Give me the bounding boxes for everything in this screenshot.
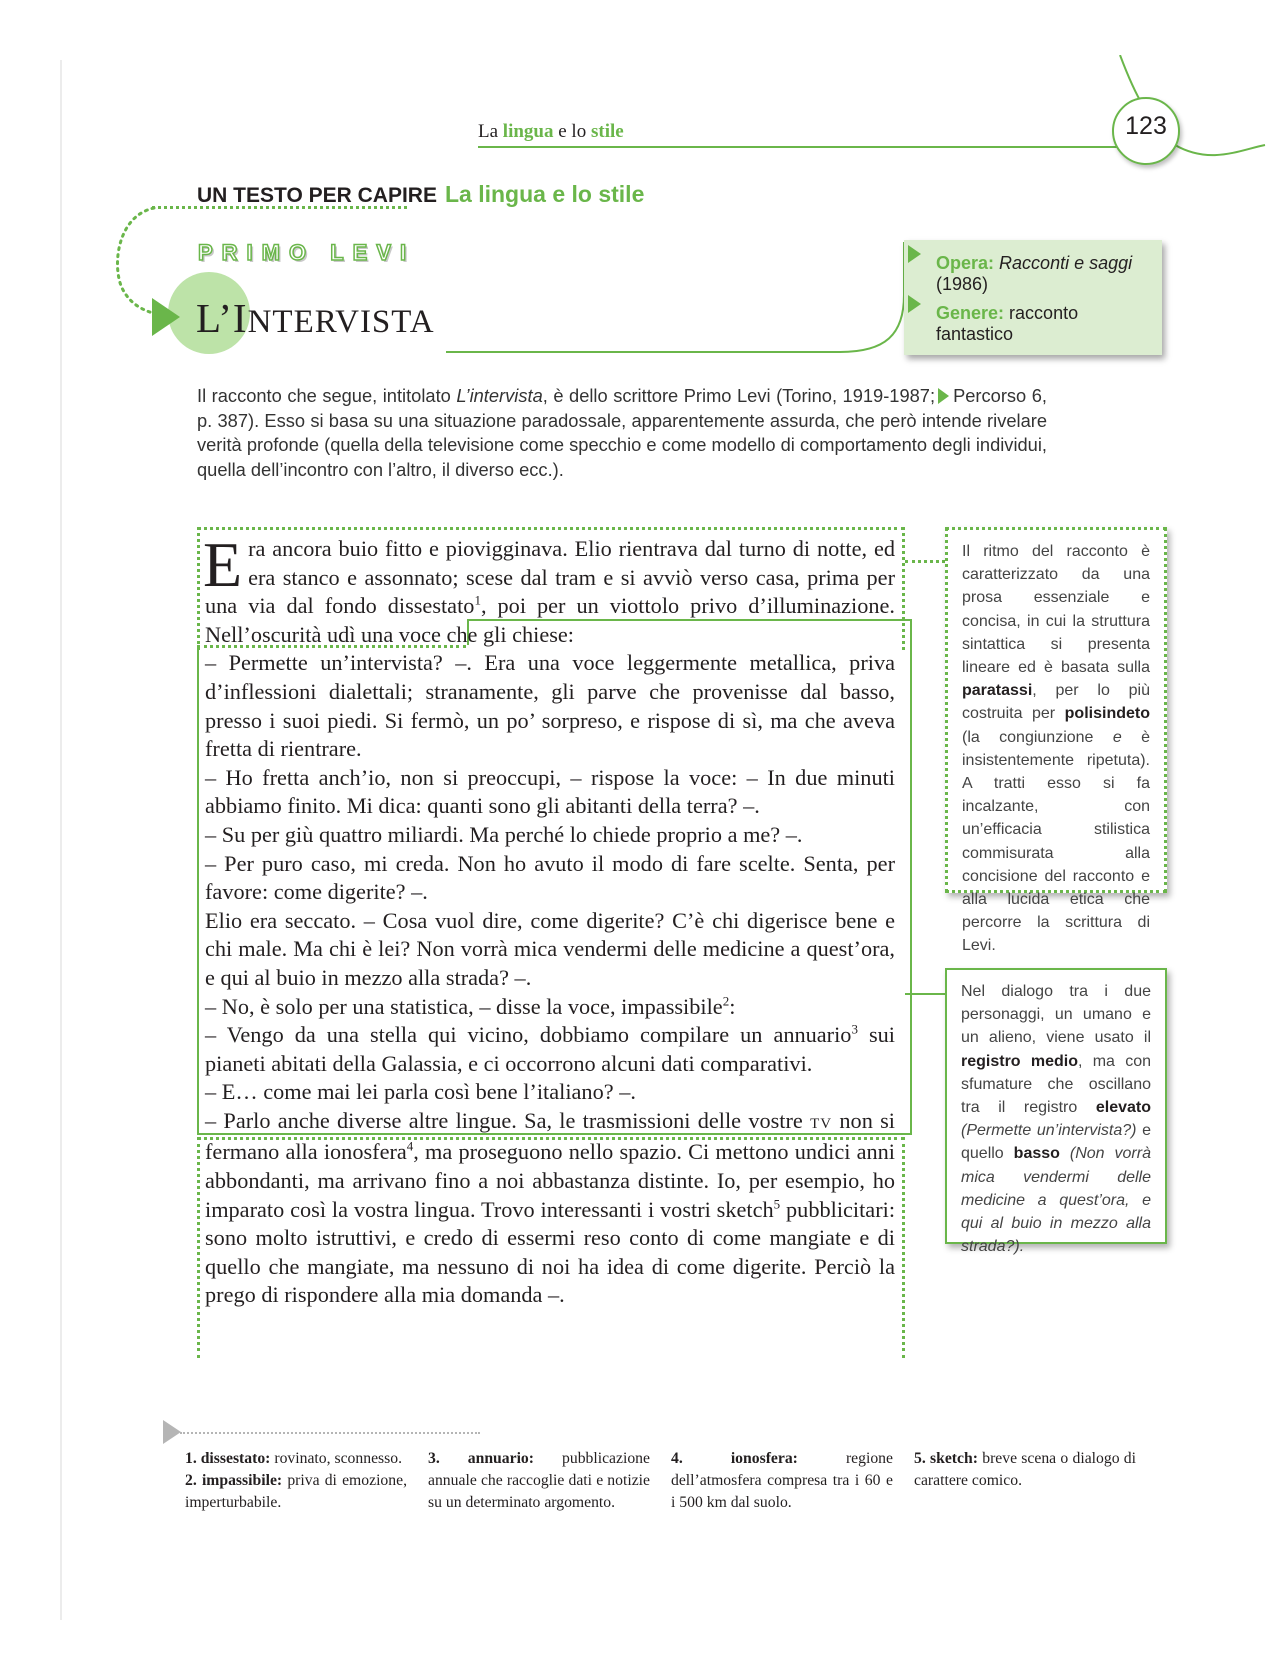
paragraph: Era ancora buio fitto e piovigginava. Elio rientrava dal turno di notte, ed era stanco e assonnato; scese dal tram e si avviò verso casa, prima per una via dal fondo dissestato$^1$, poi per un viottolo privo d’illuminazione. Nell’oscurità udì una voce che gli chiese: [203, 529, 895, 647]
side-note-register: Nel dialogo tra i due personaggi, un umano e un alieno, viene usato il registro medio, ma con sfumature che oscillano tra il registro elevato (Permette un’intervista?) e quello basso (Non vorrà mica vendermi delle medicine a quest’ora, e qui al buio in mezzo alla strada?). [945, 968, 1167, 1244]
paragraph: – Per puro caso, mi creda. Non ho avuto il modo di fare scelte. Senta, per favore: come digerite? –. [205, 850, 895, 905]
section-kicker: UN TESTO PER CAPIRE [197, 184, 437, 207]
info-arrow-icon [908, 245, 921, 263]
running-head: La lingua e lo stile [478, 121, 624, 142]
footnote-column [914, 1448, 1136, 1492]
footnote: 4. ionosfera: regione dell’atmosfera compresa tra i 60 e i 500 km dal suolo. [671, 1450, 893, 1512]
page-margin-rule [60, 60, 62, 1620]
intro-paragraph: Il racconto che segue, intitolato L’intervista, è dello scrittore Primo Levi (Torino, 1919-1987; Percorso 6, p. 387). Esso si basa su una situazione paradossale, apparentemente assurda, che però intende rivelare verità profonde (quella della televisione come specchio e come modello di comportamento degli individui, quella dell’incontro con l’altro, il diverso ecc.). [197, 385, 1047, 480]
title-underline-curve [150, 150, 910, 370]
info-box [904, 240, 1162, 355]
footnote: 1. dissestato: rovinato, sconnesso. [185, 1450, 403, 1467]
paragraph: – Ho fretta anch’io, non si preoccupi, – rispose la voce: – In due minuti abbiamo finito. Mi dica: quanti sono gli abitanti della terra? –. [205, 764, 895, 819]
header-rule [478, 146, 1128, 148]
footnote-column [671, 1448, 893, 1515]
info-opera: Opera: Racconti e saggi (1986) [936, 253, 1133, 294]
footnote: 2. impassibile: priva di emozione, imperturbabile. [185, 1472, 407, 1512]
paragraph: – Vengo da una stella qui vicino, dobbiamo compilare un annuario$^3$ sui pianeti abitati della Galassia, e ci occorrono alcuni dati comparativi. [205, 1021, 895, 1076]
footnotes-rule [180, 1432, 480, 1434]
note-connector [905, 560, 945, 563]
paragraph: – Parlo anche diverse altre lingue. Sa, le trasmissioni delle vostre TV non si fermano alla ionosfera$^4$, ma proseguono nello spazio. Ci mettono undici anni abbondanti, ma arrivano fino a noi abbastanza distinte. Io, per esempio, ho imparato così la vostra lingua. Trovo interessanti i vostri sketch$^5$ pubblicitari: sono molto istruttivi, e credo di essermi reso conto di come mangiate e di quello che mangiate, ma nessuno di noi ha idea di come digerite. Perciò la prego di rispondere alla mia domanda –. [205, 1107, 896, 1308]
paragraph: – Su per giù quattro miliardi. Ma perché lo chiede proprio a me? –. [205, 821, 803, 847]
paragraph: Elio era seccato. – Cosa vuol dire, come digerite? C’è chi digerisce bene e chi male. Ma chi è lei? Non vorrà mica vendermi delle medicine a quest’ora, e qui al buio in mezzo alla strada? –. [205, 907, 895, 990]
footnote-column [428, 1448, 650, 1515]
drop-cap: E [203, 529, 243, 600]
footnote: 5. sketch: breve scena o dialogo di carattere comico. [914, 1450, 1137, 1490]
footnote: 3. annuario: pubblicazione annuale che raccoglie dati e notizie su un determinato argomento. [428, 1450, 650, 1512]
story-title: L’INTERVISTA [196, 295, 435, 341]
story-text [203, 529, 896, 1310]
side-note-style: Il ritmo del racconto è caratterizzato da una prosa essenziale e concisa, in cui la struttura sintattica si presenta lineare ed è basata sulla paratassi, per lo più costruita per polisindeto (la congiunzione e è insistentemente ripetuta). A tratti esso si fa incalzante, con un’efficacia stilistica commisurata alla concisione del racconto e alla lucida etica che percorre la scrittura di Levi. [945, 527, 1167, 893]
paragraph: – No, è solo per una statistica, – disse la voce, impassibile$^2$: [205, 993, 736, 1019]
footnote-column [185, 1448, 407, 1515]
section-topic: La lingua e lo stile [444, 181, 645, 207]
footnotes-arrow-icon [163, 1420, 181, 1444]
note-connector [905, 993, 945, 995]
paragraph: – E… come mai lei parla così bene l’italiano? –. [205, 1079, 636, 1105]
info-genere: Genere: racconto fantastico [936, 303, 1079, 344]
paragraph: – Permette un’intervista? –. Era una voce leggermente metallica, priva d’inflessioni dialettali; stranamente, gli parve che provenisse dal basso, presso i suoi piedi. Si fermò, un po’ sorpreso, e rispose di sì, ma che aveva fretta di rientrare. [205, 650, 895, 762]
info-arrow-icon [908, 295, 921, 313]
page-number: 123 [1125, 112, 1167, 140]
author-name: PRIMO LEVI [198, 240, 416, 265]
reference-arrow-icon [938, 388, 949, 404]
